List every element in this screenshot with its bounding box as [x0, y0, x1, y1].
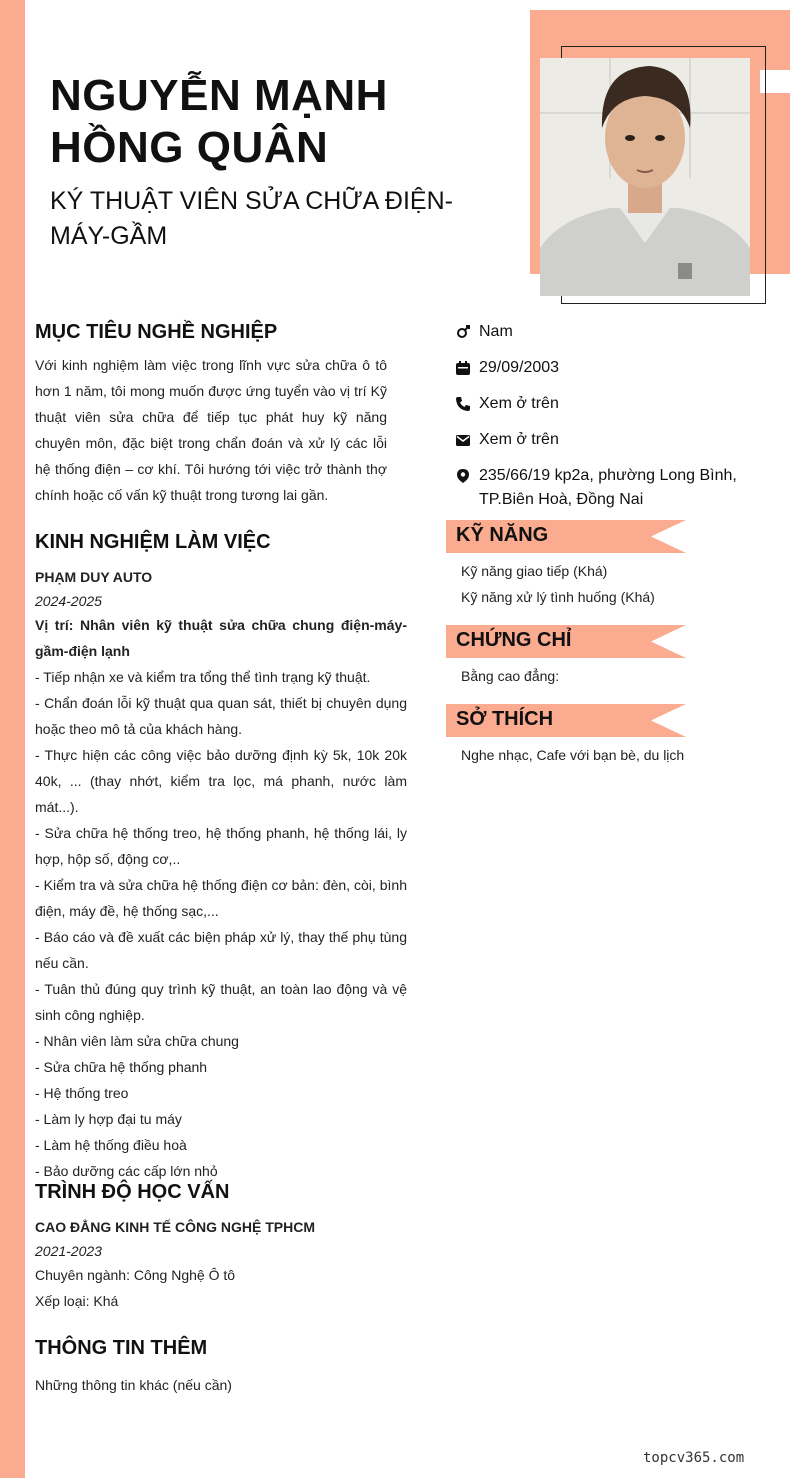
education-period: 2021-2023	[35, 1243, 102, 1259]
education-grade: Xếp loại: Khá	[35, 1293, 119, 1309]
contact-birthday	[455, 356, 755, 384]
profile-photo	[540, 58, 750, 296]
contact-address	[455, 464, 755, 512]
contact-phone	[455, 392, 755, 420]
experience-period: 2024-2025	[35, 593, 102, 609]
contact-email	[455, 428, 755, 456]
candidate-name	[50, 70, 510, 174]
hobbies-text: Nghe nhạc, Cafe với bạn bè, du lịch	[461, 747, 685, 763]
contact-info	[455, 320, 755, 520]
education-school: CAO ĐẲNG KINH TẾ CÔNG NGHỆ TPHCM	[35, 1219, 315, 1235]
education-block	[35, 1214, 407, 1314]
calendar-icon	[455, 356, 479, 384]
envelope-icon	[455, 428, 479, 456]
experience-block	[35, 564, 407, 1184]
experience-item: - Nhân viên làm sửa chữa chung	[35, 1033, 239, 1049]
email-value: Xem ở trên	[479, 431, 559, 448]
education-major: Chuyên ngành: Công Nghệ Ô tô	[35, 1267, 236, 1283]
experience-item: - Báo cáo và đề xuất các biện pháp xử lý, thay thế phụ tùng nếu cần.	[35, 929, 407, 971]
hobbies-title: SỞ THÍCH	[456, 708, 554, 730]
extra-info-text: Những thông tin khác (nếu cần)	[35, 1377, 232, 1393]
extra-info-title: THÔNG TIN THÊM	[35, 1337, 208, 1359]
experience-title: KINH NGHIỆM LÀM VIỆC	[35, 531, 271, 553]
experience-item: - Chẩn đoán lỗi kỹ thuật qua quan sát, thiết bị chuyên dụng hoặc theo mô tả của khách hàng.	[35, 695, 407, 737]
experience-item: - Tuân thủ đúng quy trình kỹ thuật, an toàn lao động và vệ sinh công nghiệp.	[35, 981, 407, 1023]
experience-position: Vị trí: Nhân viên kỹ thuật sửa chữa chung điện-máy-gầm-điện lạnh	[35, 617, 407, 659]
experience-item: - Làm ly hợp đại tu máy	[35, 1111, 182, 1127]
certificates-title: CHỨNG CHỈ	[456, 629, 572, 651]
experience-item: - Sửa chữa hệ thống treo, hệ thống phanh, hệ thống lái, ly hợp, hộp số, động cơ,..	[35, 825, 407, 867]
objective-title: MỤC TIÊU NGHỀ NGHIỆP	[35, 321, 278, 343]
map-pin-icon	[455, 464, 479, 492]
skill-item: Kỹ năng giao tiếp (Khá)	[461, 563, 608, 579]
certificates-text: Bằng cao đẳng:	[461, 668, 560, 684]
experience-item: - Bảo dưỡng các cấp lớn nhỏ	[35, 1163, 218, 1179]
certificates-ribbon	[446, 625, 686, 658]
phone-value: Xem ở trên	[479, 395, 559, 412]
experience-company: PHẠM DUY AUTO	[35, 569, 153, 585]
experience-item: - Làm hệ thống điều hoà	[35, 1137, 187, 1153]
gender-value: Nam	[479, 323, 513, 340]
skills-ribbon	[446, 520, 686, 553]
experience-item: - Thực hiện các công việc bảo dưỡng định kỳ 5k, 10k 20k 40k, ... (thay nhớt, kiểm tra lọc, má phanh, nước làm mát...).	[35, 747, 407, 815]
objective-text: Với kinh nghiệm làm việc trong lĩnh vực sửa chữa ô tô hơn 1 năm, tôi mong muốn được ứng tuyển vào vị trí Kỹ thuật viên sửa chữa để tiếp tục phát huy kỹ năng chuyên môn, đặc biệt trong chẩn đoán và xử lý các lỗi hệ thống điện – cơ khí. Tôi hướng tới việc trở thành thợ chính hoặc cố vấn kỹ thuật trong tương lai gần.	[35, 357, 387, 503]
name-line-1: NGUYỄN MẠNH	[50, 71, 388, 120]
address-value: 235/66/19 kp2a, phường Long Bình, TP.Biên Hoà, Đồng Nai	[479, 467, 737, 508]
education-title: TRÌNH ĐỘ HỌC VẤN	[35, 1181, 230, 1203]
left-accent-bar	[0, 0, 25, 1478]
experience-item: - Hệ thống treo	[35, 1085, 129, 1101]
skills-list	[461, 558, 655, 610]
phone-icon	[455, 392, 479, 420]
hobbies-ribbon	[446, 704, 686, 737]
site-watermark: topcv365.com	[643, 1450, 745, 1466]
job-title: KÝ THUẬT VIÊN SỬA CHỮA ĐIỆN- MÁY-GẦM	[50, 187, 453, 250]
skills-title: KỸ NĂNG	[456, 524, 549, 546]
name-line-2: HỒNG QUÂN	[50, 123, 329, 172]
birthday-value: 29/09/2003	[479, 359, 560, 376]
experience-item: - Tiếp nhận xe và kiểm tra tổng thể tình trạng kỹ thuật.	[35, 669, 371, 685]
contact-gender	[455, 320, 755, 348]
experience-item: - Kiểm tra và sửa chữa hệ thống điện cơ bản: đèn, còi, bình điện, máy đề, hệ thống sạc,...	[35, 877, 407, 919]
experience-item: - Sửa chữa hệ thống phanh	[35, 1059, 208, 1075]
gender-icon	[455, 320, 479, 348]
skill-item: Kỹ năng xử lý tình huống (Khá)	[461, 589, 655, 605]
